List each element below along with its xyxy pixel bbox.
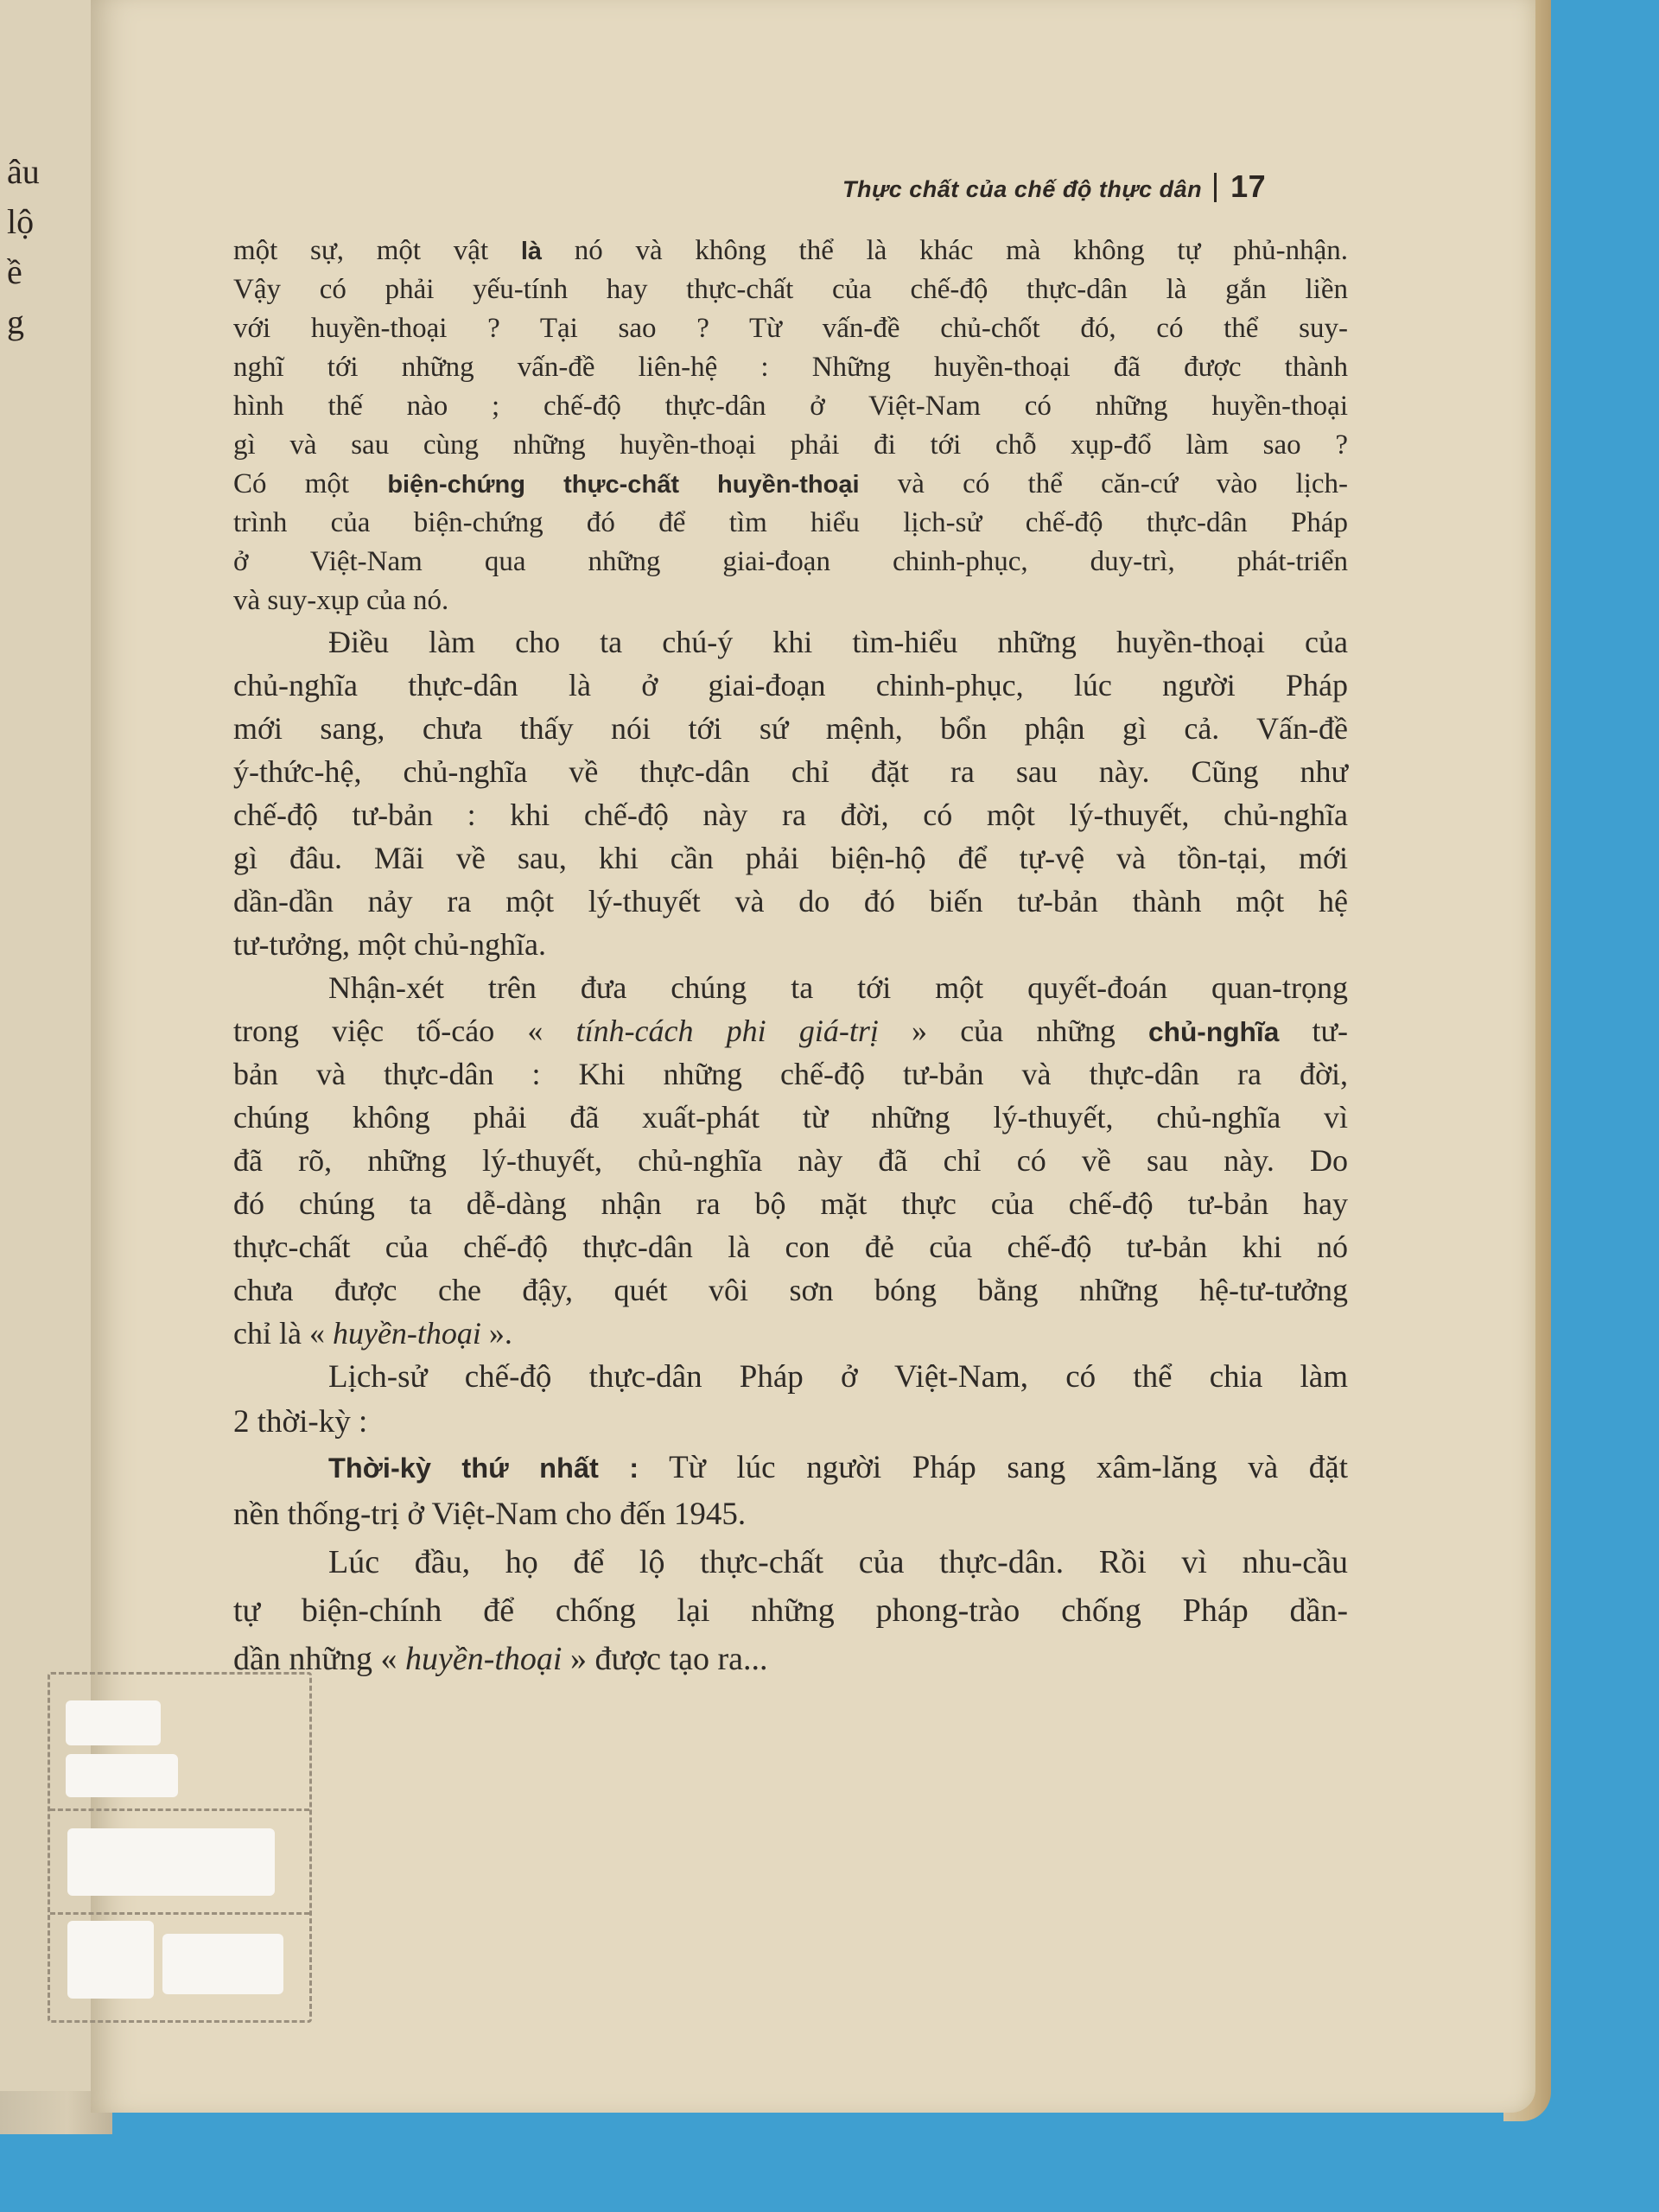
text-line <box>233 1268 1348 1312</box>
previous-page-fragment: ề <box>7 252 22 291</box>
text-run: ». <box>480 1316 512 1351</box>
paragraph <box>233 1445 1348 1538</box>
text-line <box>233 1139 1348 1182</box>
text-line <box>233 1355 1348 1400</box>
text-line <box>233 793 1348 836</box>
paragraph <box>233 966 1348 1355</box>
text-line <box>233 966 1348 1009</box>
text-line <box>233 504 1348 543</box>
library-stamp <box>48 1672 312 2023</box>
bold-text: chủ-nghĩa <box>1148 1016 1280 1047</box>
text-run: dần những « <box>233 1641 405 1677</box>
text-run: chúng không phải đã xuất-phát từ những lý-thuyết, chủ-nghĩa vì <box>233 1100 1348 1135</box>
text-run: » được tạo ra... <box>562 1641 768 1677</box>
text-run: Điều làm cho ta chú-ý khi tìm-hiểu những huyền-thoại của <box>328 625 1348 659</box>
bold-text: là <box>520 238 543 265</box>
text-run: trình của biện-chứng đó để tìm hiểu lịch-sử chế-độ thực-dân Pháp <box>233 507 1348 538</box>
paragraph <box>233 232 1348 620</box>
text-run: chưa được che đậy, quét vôi sơn bóng bằng những hệ-tư-tưởng <box>233 1273 1348 1307</box>
text-line <box>233 1225 1348 1268</box>
text-line <box>233 582 1348 620</box>
redacted-stamp-text <box>67 1921 154 1999</box>
text-line <box>233 1491 1348 1538</box>
text-run: bản và thực-dân : Khi những chế-độ tư-bản và thực-dân ra đời, <box>233 1057 1348 1091</box>
text-run: nền thống-trị ở Việt-Nam cho đến 1945. <box>233 1497 747 1532</box>
running-head-divider <box>1214 173 1217 202</box>
previous-page-fragment: lộ <box>7 202 35 241</box>
text-run: tư- <box>1279 1014 1348 1048</box>
text-run: Từ lúc người Pháp sang xâm-lăng và đặt <box>639 1450 1348 1485</box>
italic-text: tính-cách phi giá-trị <box>575 1014 879 1048</box>
text-run: ở Việt-Nam qua những giai-đoạn chinh-phục, duy-trì, phát-triển <box>233 546 1348 577</box>
text-run: gì đâu. Mãi về sau, khi cần phải biện-hộ để tự-vệ và tồn-tại, mới <box>233 841 1348 875</box>
text-line <box>233 707 1348 750</box>
previous-page-fragment: g <box>7 302 24 341</box>
text-run: hình thế nào ; chế-độ thực-dân ở Việt-Nam có những huyền-thoại <box>233 391 1348 422</box>
italic-text: huyền-thoại <box>404 1641 563 1677</box>
text-line <box>233 923 1348 966</box>
text-line <box>233 880 1348 923</box>
redacted-stamp-text <box>67 1828 275 1896</box>
text-line <box>233 1052 1348 1096</box>
paragraph <box>233 620 1348 966</box>
text-line <box>233 1096 1348 1139</box>
text-run: một sự, một vật <box>233 235 521 266</box>
stamp-divider <box>50 1912 309 1915</box>
text-run: đã rõ, những lý-thuyết, chủ-nghĩa này đã chỉ có về sau này. Do <box>233 1143 1348 1178</box>
text-line <box>233 309 1348 348</box>
page-number: 17 <box>1230 168 1267 204</box>
text-line <box>233 232 1348 270</box>
text-line <box>233 543 1348 582</box>
previous-page-fragment: âu <box>7 152 40 191</box>
text-run: tư-tưởng, một chủ-nghĩa. <box>233 927 547 962</box>
text-line <box>233 1538 1348 1586</box>
text-run: ý-thức-hệ, chủ-nghĩa về thực-dân chỉ đặt ra sau này. Cũng như <box>233 754 1348 789</box>
running-head-title: Thực chất của chế độ thực dân <box>842 176 1203 202</box>
text-run: » của những <box>878 1014 1148 1048</box>
text-line <box>233 465 1348 504</box>
text-run: 2 thời-kỳ : <box>233 1404 368 1440</box>
text-line <box>233 836 1348 880</box>
text-line <box>233 1312 1348 1355</box>
text-run: chỉ là « <box>233 1316 333 1351</box>
text-run: gì và sau cùng những huyền-thoại phải đi tới chỗ xụp-đổ làm sao ? <box>233 429 1348 461</box>
text-line <box>233 620 1348 664</box>
paragraph <box>233 1538 1348 1683</box>
text-run: trong việc tố-cáo « <box>233 1014 576 1048</box>
text-run: đó chúng ta dễ-dàng nhận ra bộ mặt thực của chế-độ tư-bản hay <box>233 1186 1348 1221</box>
text-line <box>233 270 1348 309</box>
text-run: thực-chất của chế-độ thực-dân là con đẻ của chế-độ tư-bản khi nó <box>233 1230 1348 1264</box>
text-run: nó và không thể là khác mà không tự phủ-nhận. <box>542 235 1349 266</box>
previous-page-text-fragments <box>7 147 41 347</box>
text-line <box>233 1445 1348 1491</box>
redacted-stamp-text <box>66 1754 178 1797</box>
text-line <box>233 1586 1348 1635</box>
text-line <box>233 348 1348 387</box>
text-run: Nhận-xét trên đưa chúng ta tới một quyết-đoán quan-trọng <box>328 970 1348 1005</box>
text-line <box>233 1182 1348 1225</box>
text-line <box>233 1635 1348 1683</box>
redacted-stamp-text <box>162 1934 283 1994</box>
bold-text: biện-chứng thực-chất huyền-thoại <box>387 471 860 499</box>
text-run: và suy-xụp của nó. <box>233 585 449 616</box>
text-line <box>233 750 1348 793</box>
body-text <box>233 232 1348 1683</box>
text-run: tự biện-chính để chống lại những phong-trào chống Pháp dần- <box>233 1592 1348 1629</box>
italic-text: huyền-thoại <box>332 1316 481 1351</box>
text-line <box>233 664 1348 707</box>
text-run: với huyền-thoại ? Tại sao ? Từ vấn-đề chủ-chốt đó, có thể suy- <box>233 313 1348 344</box>
text-run: Có một <box>233 468 388 499</box>
paragraph <box>233 1355 1348 1445</box>
stamp-divider <box>50 1808 309 1811</box>
text-line <box>233 426 1348 465</box>
text-run: và có thể căn-cứ vào lịch- <box>859 468 1348 499</box>
text-line <box>233 1400 1348 1445</box>
running-head <box>842 168 1326 205</box>
text-line <box>233 1009 1348 1052</box>
redacted-stamp-text <box>66 1700 161 1745</box>
text-run: Lịch-sử chế-độ thực-dân Pháp ở Việt-Nam, có thể chia làm <box>328 1359 1348 1395</box>
text-line <box>233 387 1348 426</box>
text-run: chế-độ tư-bản : khi chế-độ này ra đời, có một lý-thuyết, chủ-nghĩa <box>233 798 1348 832</box>
bold-text: Thời-kỳ thứ nhất : <box>328 1452 639 1484</box>
text-run: mới sang, chưa thấy nói tới sứ mệnh, bổn phận gì cả. Vấn-đề <box>233 711 1348 746</box>
text-run: chủ-nghĩa thực-dân là ở giai-đoạn chinh-phục, lúc người Pháp <box>233 668 1348 702</box>
text-run: nghĩ tới những vấn-đề liên-hệ : Những huyền-thoại đã được thành <box>233 352 1348 383</box>
text-run: Lúc đầu, họ để lộ thực-chất của thực-dân. Rồi vì nhu-cầu <box>328 1544 1348 1580</box>
text-run: dần-dần nảy ra một lý-thuyết và do đó biến tư-bản thành một hệ <box>233 884 1348 918</box>
text-run: Vậy có phải yếu-tính hay thực-chất của chế-độ thực-dân là gắn liền <box>233 274 1348 305</box>
